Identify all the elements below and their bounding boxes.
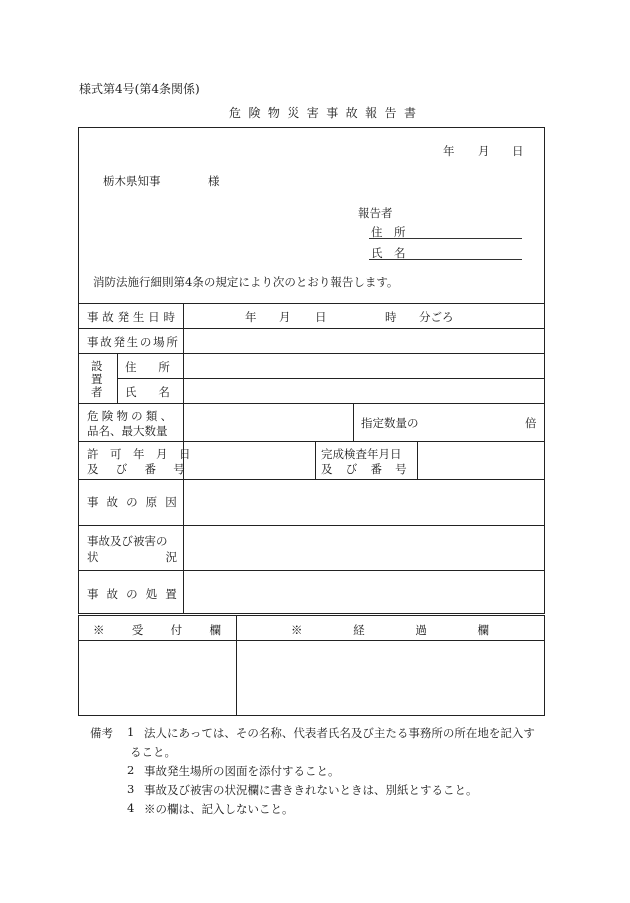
progress-label: ※経過欄 [291,623,489,637]
date-day-label: 日 [512,144,524,158]
installer-address-label: 住所 [125,360,192,374]
occurrence-month-label: 月 [279,310,291,324]
addressee-honorific: 様 [208,174,220,188]
note-number: 2 [127,763,135,777]
reporter-name-line[interactable] [369,259,522,260]
page-title: 危険物災害事故報告書 [229,106,424,120]
row-divider [79,479,544,480]
hazmat-label-line1: 危険物の類、 [87,409,176,423]
note-number: 4 [127,801,135,815]
report-form [78,127,545,614]
progress-field[interactable] [238,642,543,714]
reception-header-divider [79,640,544,641]
note-text: 法人にあっては、その名称、代表者氏名及び主たる事務所の所在地を記入す [144,726,535,740]
installer-name-label: 氏名 [125,385,192,399]
reporter-address-line[interactable] [369,238,522,239]
reception-box [78,615,545,716]
row-divider [79,441,544,442]
disposal-label: 事故の処置 [87,587,185,601]
note-number: 1 [127,725,135,739]
inspection-label-line1: 完成検査年月日 [321,447,402,461]
occurrence-day-label: 日 [315,310,327,324]
hazmat-multiple-label: 指定数量の [361,416,419,430]
row-divider [79,303,544,304]
damage-label-line2: 状況 [87,550,177,564]
permit-label-line1: 許可年月日 [87,447,202,461]
occurrence-minute-label: 分ごろ [419,310,454,324]
occurrence-hour-label: 時 [385,310,397,324]
note-text: ※の欄は、記入しないこと。 [144,802,294,816]
note-text: 事故発生場所の図面を添付すること。 [144,764,340,778]
form-number: 様式第4号(第4条関係) [79,82,200,96]
row-divider [79,570,544,571]
note-number: 3 [127,782,135,796]
receipt-field[interactable] [80,642,235,714]
column-divider [353,403,354,441]
row-divider [79,403,544,404]
reporter-label: 報告者 [358,206,393,220]
column-divider [117,353,118,403]
damage-label-line1: 事故及び被害の [87,534,168,548]
occurrence-place-label: 事故発生の場所 [87,335,180,349]
reception-column-divider [236,616,237,715]
receipt-label: ※受付欄 [93,623,221,637]
inspection-label-line2: 及び番号 [321,462,420,476]
row-divider [79,328,544,329]
hazmat-multiple-unit: 倍 [525,416,537,430]
note-text: 事故及び被害の状況欄に書ききれないときは、別紙とすること。 [144,783,478,797]
column-divider [315,441,316,479]
reporter-address-label: 住 所 [371,225,406,239]
installer-group-label: 設置者 [91,359,103,399]
date-month-label: 月 [478,144,490,158]
occurrence-datetime-label: 事故発生日時 [87,310,179,324]
note-text-continued: ること。 [130,745,176,759]
row-divider [117,378,544,379]
row-divider [79,525,544,526]
reporter-name-label: 氏 名 [371,246,406,260]
notes-heading: 備考 [90,726,113,740]
cause-label: 事故の原因 [87,495,185,509]
occurrence-year-label: 年 [245,310,257,324]
hazmat-label-line2: 品名、最大数量 [87,424,168,438]
addressee-name: 栃木県知事 [103,174,161,188]
permit-label-line2: 及び番号 [87,462,202,476]
intro-text: 消防法施行細則第4条の規定により次のとおり報告します。 [93,275,399,289]
row-divider [79,353,544,354]
date-year-label: 年 [443,144,455,158]
